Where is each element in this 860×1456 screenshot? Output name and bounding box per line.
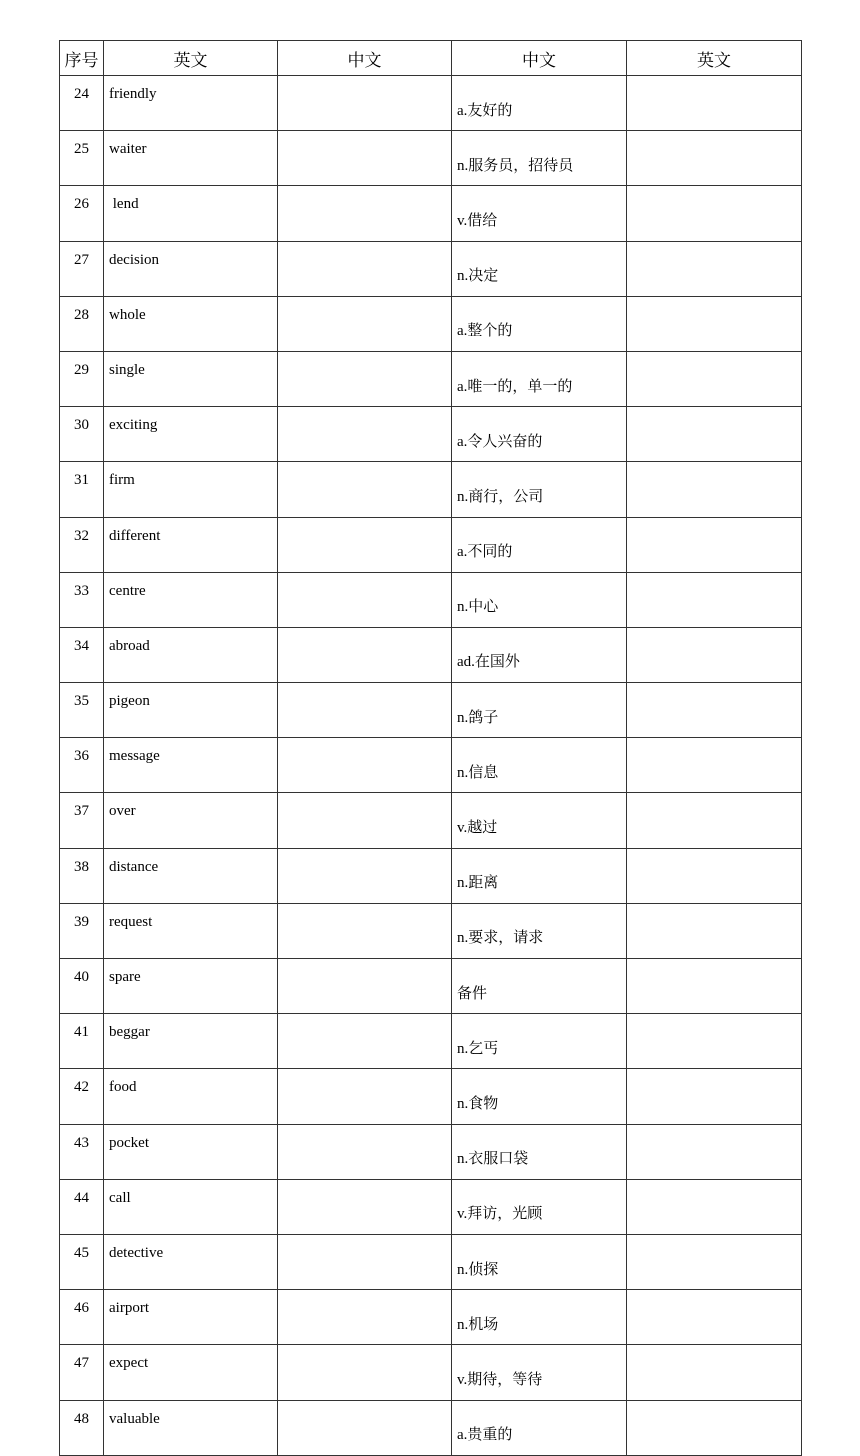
row-number: 24 xyxy=(60,76,104,131)
english-answer-cell[interactable] xyxy=(627,848,802,903)
english-answer-cell[interactable] xyxy=(627,462,802,517)
english-word: friendly xyxy=(104,76,278,131)
table-row xyxy=(60,351,802,406)
table-row xyxy=(60,848,802,903)
chinese-answer-cell[interactable] xyxy=(278,241,452,296)
table-row xyxy=(60,1290,802,1345)
chinese-answer-cell[interactable] xyxy=(278,572,452,627)
part-of-speech: n. xyxy=(457,1095,469,1112)
chinese-meaning xyxy=(452,572,627,627)
chinese-answer-cell[interactable] xyxy=(278,131,452,186)
table-row xyxy=(60,241,802,296)
part-of-speech: a. xyxy=(457,323,468,340)
chinese-meaning xyxy=(452,351,627,406)
part-of-speech: a. xyxy=(457,378,468,395)
part-of-speech: n. xyxy=(457,488,469,505)
table-row xyxy=(60,1234,802,1289)
chinese-answer-cell[interactable] xyxy=(278,76,452,131)
table-row xyxy=(60,627,802,682)
english-answer-cell[interactable] xyxy=(627,351,802,406)
meaning-text: 不同的 xyxy=(467,542,513,561)
meaning-text: 商行，公司 xyxy=(468,486,544,505)
part-of-speech: n. xyxy=(457,599,469,616)
part-of-speech: n. xyxy=(457,709,469,726)
english-answer-cell[interactable] xyxy=(627,1124,802,1179)
english-answer-cell[interactable] xyxy=(627,1400,802,1455)
chinese-meaning xyxy=(452,1069,627,1124)
row-number: 48 xyxy=(60,1400,104,1455)
row-number: 30 xyxy=(60,407,104,462)
meaning-text: 整个的 xyxy=(467,321,513,340)
header-english-blank: 英文 xyxy=(627,41,802,76)
table-row xyxy=(60,131,802,186)
table-body xyxy=(60,76,802,1456)
english-answer-cell[interactable] xyxy=(627,76,802,131)
meaning-text: 借给 xyxy=(467,210,498,229)
chinese-meaning xyxy=(452,241,627,296)
chinese-meaning xyxy=(452,848,627,903)
header-chinese: 中文 xyxy=(452,41,627,76)
header-english: 英文 xyxy=(104,41,278,76)
chinese-meaning xyxy=(452,131,627,186)
chinese-meaning xyxy=(452,296,627,351)
english-word: message xyxy=(104,738,278,793)
english-answer-cell[interactable] xyxy=(627,793,802,848)
chinese-answer-cell[interactable] xyxy=(278,407,452,462)
english-word: distance xyxy=(104,848,278,903)
meaning-text: 距离 xyxy=(468,873,499,892)
table-row xyxy=(60,683,802,738)
english-word: different xyxy=(104,517,278,572)
table-row xyxy=(60,76,802,131)
english-word: over xyxy=(104,793,278,848)
row-number: 26 xyxy=(60,186,104,241)
part-of-speech: v. xyxy=(457,820,468,837)
row-number: 31 xyxy=(60,462,104,517)
meaning-text: 机场 xyxy=(468,1314,499,1333)
table-row xyxy=(60,1345,802,1400)
row-number: 35 xyxy=(60,683,104,738)
row-number: 27 xyxy=(60,241,104,296)
row-number: 40 xyxy=(60,959,104,1014)
chinese-answer-cell[interactable] xyxy=(278,517,452,572)
chinese-meaning xyxy=(452,1345,627,1400)
chinese-meaning xyxy=(452,1124,627,1179)
header-number: 序号 xyxy=(60,41,104,76)
english-word: detective xyxy=(104,1234,278,1289)
english-word: expect xyxy=(104,1345,278,1400)
table-row xyxy=(60,517,802,572)
meaning-text: 令人兴奋的 xyxy=(467,431,543,450)
meaning-text: 鸽子 xyxy=(468,707,499,726)
part-of-speech: n. xyxy=(457,157,469,174)
row-number: 38 xyxy=(60,848,104,903)
meaning-text: 友好的 xyxy=(467,100,513,119)
english-word: pigeon xyxy=(104,683,278,738)
english-answer-cell[interactable] xyxy=(627,186,802,241)
chinese-meaning xyxy=(452,407,627,462)
chinese-answer-cell[interactable] xyxy=(278,1234,452,1289)
english-word: firm xyxy=(104,462,278,517)
meaning-text: 期待，等待 xyxy=(467,1369,543,1388)
row-number: 33 xyxy=(60,572,104,627)
chinese-meaning xyxy=(452,1179,627,1234)
meaning-text: 服务员，招待员 xyxy=(468,155,574,174)
row-number: 25 xyxy=(60,131,104,186)
english-word: waiter xyxy=(104,131,278,186)
english-answer-cell[interactable] xyxy=(627,1179,802,1234)
row-number: 32 xyxy=(60,517,104,572)
row-number: 47 xyxy=(60,1345,104,1400)
row-number: 34 xyxy=(60,627,104,682)
chinese-answer-cell[interactable] xyxy=(278,1290,452,1345)
part-of-speech: v. xyxy=(457,1371,468,1388)
english-answer-cell[interactable] xyxy=(627,1069,802,1124)
meaning-text: 拜访，光顾 xyxy=(467,1204,543,1223)
row-number: 45 xyxy=(60,1234,104,1289)
table-row xyxy=(60,572,802,627)
english-word: airport xyxy=(104,1290,278,1345)
chinese-answer-cell[interactable] xyxy=(278,1179,452,1234)
row-number: 28 xyxy=(60,296,104,351)
english-word: abroad xyxy=(104,627,278,682)
part-of-speech: a. xyxy=(457,433,468,450)
chinese-meaning xyxy=(452,903,627,958)
row-number: 46 xyxy=(60,1290,104,1345)
english-answer-cell[interactable] xyxy=(627,1345,802,1400)
chinese-meaning xyxy=(452,1400,627,1455)
meaning-text: 唯一的，单一的 xyxy=(467,376,573,395)
english-answer-cell[interactable] xyxy=(627,1234,802,1289)
table-row xyxy=(60,738,802,793)
english-word: request xyxy=(104,903,278,958)
chinese-answer-cell[interactable] xyxy=(278,462,452,517)
table-row xyxy=(60,186,802,241)
part-of-speech: n. xyxy=(457,1316,469,1333)
row-number: 36 xyxy=(60,738,104,793)
vocabulary-table xyxy=(59,40,802,1456)
row-number: 39 xyxy=(60,903,104,958)
english-answer-cell[interactable] xyxy=(627,959,802,1014)
meaning-text: 乞丐 xyxy=(468,1038,499,1057)
table-row xyxy=(60,1400,802,1455)
english-answer-cell[interactable] xyxy=(627,738,802,793)
chinese-answer-cell[interactable] xyxy=(278,1069,452,1124)
english-answer-cell[interactable] xyxy=(627,572,802,627)
english-answer-cell[interactable] xyxy=(627,131,802,186)
english-answer-cell[interactable] xyxy=(627,296,802,351)
english-word: beggar xyxy=(104,1014,278,1069)
table-row xyxy=(60,1069,802,1124)
english-word: whole xyxy=(104,296,278,351)
row-number: 29 xyxy=(60,351,104,406)
row-number: 37 xyxy=(60,793,104,848)
english-word: centre xyxy=(104,572,278,627)
meaning-text: 中心 xyxy=(468,597,499,616)
header-row xyxy=(60,41,802,76)
chinese-answer-cell[interactable] xyxy=(278,848,452,903)
table-row xyxy=(60,793,802,848)
part-of-speech: ad. xyxy=(457,654,475,671)
part-of-speech: a. xyxy=(457,1427,468,1444)
meaning-text: 衣服口袋 xyxy=(468,1149,529,1168)
table-row xyxy=(60,462,802,517)
chinese-answer-cell[interactable] xyxy=(278,959,452,1014)
english-answer-cell[interactable] xyxy=(627,683,802,738)
chinese-meaning xyxy=(452,1014,627,1069)
english-answer-cell[interactable] xyxy=(627,1290,802,1345)
part-of-speech: n. xyxy=(457,1040,469,1057)
chinese-answer-cell[interactable] xyxy=(278,738,452,793)
chinese-meaning xyxy=(452,793,627,848)
chinese-answer-cell[interactable] xyxy=(278,903,452,958)
part-of-speech: a. xyxy=(457,544,468,561)
row-number: 43 xyxy=(60,1124,104,1179)
english-answer-cell[interactable] xyxy=(627,627,802,682)
english-word: food xyxy=(104,1069,278,1124)
meaning-text: 越过 xyxy=(467,818,498,837)
table-row xyxy=(60,1179,802,1234)
chinese-meaning xyxy=(452,738,627,793)
english-word: valuable xyxy=(104,1400,278,1455)
english-word: spare xyxy=(104,959,278,1014)
english-answer-cell[interactable] xyxy=(627,903,802,958)
chinese-answer-cell[interactable] xyxy=(278,296,452,351)
chinese-answer-cell[interactable] xyxy=(278,683,452,738)
english-answer-cell[interactable] xyxy=(627,517,802,572)
english-word: pocket xyxy=(104,1124,278,1179)
chinese-meaning xyxy=(452,517,627,572)
chinese-answer-cell[interactable] xyxy=(278,793,452,848)
part-of-speech: v. xyxy=(457,1206,468,1223)
meaning-text: 食物 xyxy=(468,1093,499,1112)
table-row xyxy=(60,959,802,1014)
chinese-meaning xyxy=(452,1290,627,1345)
english-word: single xyxy=(104,351,278,406)
part-of-speech: n. xyxy=(457,764,469,781)
part-of-speech: n. xyxy=(457,930,469,947)
chinese-answer-cell[interactable] xyxy=(278,627,452,682)
chinese-meaning xyxy=(452,186,627,241)
vocabulary-sheet xyxy=(59,40,802,1456)
table-row xyxy=(60,903,802,958)
chinese-answer-cell[interactable] xyxy=(278,351,452,406)
table-row xyxy=(60,1124,802,1179)
table-row xyxy=(60,296,802,351)
chinese-answer-cell[interactable] xyxy=(278,1014,452,1069)
row-number: 42 xyxy=(60,1069,104,1124)
meaning-text: 贵重的 xyxy=(467,1425,513,1444)
english-answer-cell[interactable] xyxy=(627,407,802,462)
english-word: call xyxy=(104,1179,278,1234)
english-answer-cell[interactable] xyxy=(627,1014,802,1069)
meaning-text: 信息 xyxy=(468,762,499,781)
meaning-text: 决定 xyxy=(468,266,499,285)
header-chinese-blank: 中文 xyxy=(278,41,452,76)
part-of-speech: n. xyxy=(457,875,469,892)
chinese-meaning xyxy=(452,1234,627,1289)
row-number: 41 xyxy=(60,1014,104,1069)
table-row xyxy=(60,1014,802,1069)
part-of-speech: v. xyxy=(457,212,468,229)
part-of-speech: a. xyxy=(457,102,468,119)
row-number: 44 xyxy=(60,1179,104,1234)
chinese-meaning xyxy=(452,627,627,682)
chinese-meaning xyxy=(452,76,627,131)
chinese-meaning xyxy=(452,959,627,1014)
part-of-speech: n. xyxy=(457,268,469,285)
english-word: decision xyxy=(104,241,278,296)
meaning-text: 要求，请求 xyxy=(468,928,544,947)
table-row xyxy=(60,407,802,462)
english-word: exciting xyxy=(104,407,278,462)
english-answer-cell[interactable] xyxy=(627,241,802,296)
chinese-answer-cell[interactable] xyxy=(278,1400,452,1455)
part-of-speech: n. xyxy=(457,1151,469,1168)
chinese-answer-cell[interactable] xyxy=(278,186,452,241)
chinese-answer-cell[interactable] xyxy=(278,1124,452,1179)
part-of-speech: n. xyxy=(457,1261,469,1278)
chinese-meaning xyxy=(452,683,627,738)
chinese-meaning xyxy=(452,462,627,517)
meaning-text: 备件 xyxy=(457,983,488,1002)
meaning-text: 在国外 xyxy=(474,652,520,671)
english-word: lend xyxy=(104,186,278,241)
meaning-text: 侦探 xyxy=(468,1259,499,1278)
chinese-answer-cell[interactable] xyxy=(278,1345,452,1400)
